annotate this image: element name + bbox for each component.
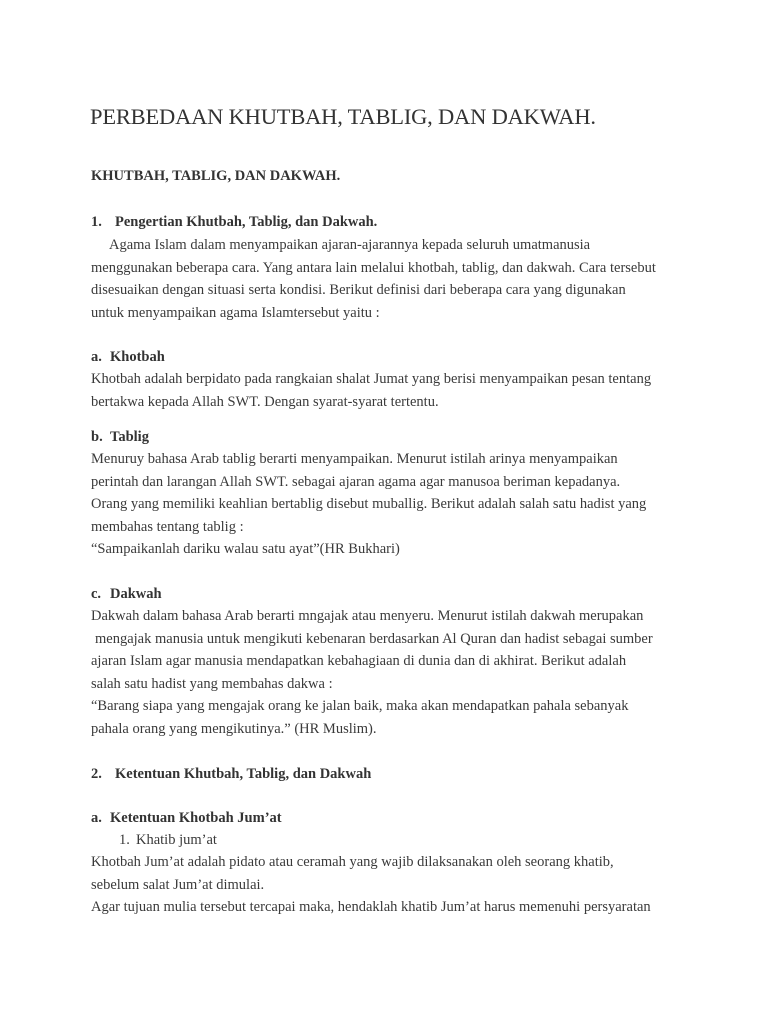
subsection-b-title: Tablig xyxy=(110,429,149,445)
paragraph-line: Khotbah Jum’at adalah pidato atau ceramah yang wajib dilaksanakan oleh seorang khatib, xyxy=(91,854,614,870)
paragraph-line: pahala orang yang mengikutinya.” (HR Muslim). xyxy=(91,720,377,737)
paragraph-line: Khotbah adalah berpidato pada rangkaian shalat Jumat yang berisi menyampaikan pesan tentang xyxy=(91,371,652,387)
subsection-2a-heading xyxy=(91,810,282,827)
subsection-2a-label: a. xyxy=(91,810,102,826)
paragraph-line: Agama Islam dalam menyampaikan ajaran-ajarannya kepada seluruh umatmanusia xyxy=(109,237,591,253)
subsection-c-heading xyxy=(91,586,162,603)
paragraph-line: Agar tujuan mulia tersebut tercapai maka, hendaklah khatib Jum’at harus memenuhi persyaratan xyxy=(91,899,651,915)
subsection-a-title: Khotbah xyxy=(110,349,165,365)
paragraph-line: untuk menyampaikan agama Islamtersebut yaitu : xyxy=(91,304,380,321)
paragraph-line: salah satu hadist yang membahas dakwa : xyxy=(91,675,333,692)
list-item xyxy=(119,832,217,849)
paragraph-line: “Sampaikanlah dariku walau satu ayat”(HR Bukhari) xyxy=(91,541,400,557)
subsection-c-paragraph xyxy=(91,605,653,740)
paragraph-line: “Barang siapa yang mengajak orang ke jalan baik, maka akan mendapatkan pahala sebanyak xyxy=(91,698,629,714)
subsection-a-heading xyxy=(91,349,165,366)
section-2-title: Ketentuan Khutbah, Tablig, dan Dakwah xyxy=(115,766,372,782)
paragraph-line: bertakwa kepada Allah SWT. Dengan syarat-syarat tertentu. xyxy=(91,393,439,410)
section-1-number: 1. xyxy=(91,214,102,230)
subsection-b-heading xyxy=(91,429,149,446)
section-1-paragraph xyxy=(91,234,656,324)
paragraph-line: Orang yang memiliki keahlian bertablig disebut muballig. Berikut adalah salah satu hadist yang xyxy=(91,496,647,512)
paragraph-line: membahas tentang tablig : xyxy=(91,518,244,535)
paragraph-line: Dakwah dalam bahasa Arab berarti mngajak atau menyeru. Menurut istilah dakwah merupakan xyxy=(91,608,644,624)
section-2-heading xyxy=(91,766,371,783)
subsection-b-label: b. xyxy=(91,429,103,445)
document-subtitle: KHUTBAH, TABLIG, DAN DAKWAH. xyxy=(91,168,341,184)
subsection-a-label: a. xyxy=(91,349,102,365)
section-1-heading xyxy=(91,214,377,231)
subsection-c-label: c. xyxy=(91,586,102,602)
list-item-number: 1. xyxy=(119,832,130,848)
subsection-2a-title: Ketentuan Khotbah Jum’at xyxy=(110,810,282,826)
paragraph-line: ajaran Islam agar manusia mendapatkan kebahagiaan di dunia dan di akhirat. Berikut adalah xyxy=(91,653,627,669)
subsection-2a-paragraph xyxy=(91,851,651,919)
subsection-a-paragraph xyxy=(91,368,651,413)
paragraph-line: sebelum salat Jum’at dimulai. xyxy=(91,876,265,893)
section-1-title: Pengertian Khutbah, Tablig, dan Dakwah. xyxy=(115,214,378,230)
document-title: PERBEDAAN KHUTBAH, TABLIG, DAN DAKWAH. xyxy=(90,104,596,129)
paragraph-line: perintah dan larangan Allah SWT. sebagai ajaran agama agar manusoa beriman kepadanya. xyxy=(91,473,621,490)
paragraph-line: Menuruy bahasa Arab tablig berarti menyampaikan. Menurut istilah arinya menyampaikan xyxy=(91,451,618,467)
paragraph-line: disesuaikan dengan situasi serta kondisi. Berikut definisi dari beberapa cara yang digunakan xyxy=(91,282,626,298)
paragraph-line: menggunakan beberapa cara. Yang antara lain melalui khotbah, tablig, dan dakwah. Cara tersebut xyxy=(91,259,656,276)
paragraph-line: mengajak manusia untuk mengikuti kebenaran berdasarkan Al Quran dan hadist sebagai sumber xyxy=(95,630,653,647)
subsection-b-paragraph xyxy=(91,448,646,561)
section-2-number: 2. xyxy=(91,766,102,782)
list-item-label: Khatib jum’at xyxy=(136,832,217,848)
subsection-c-title: Dakwah xyxy=(110,586,162,602)
